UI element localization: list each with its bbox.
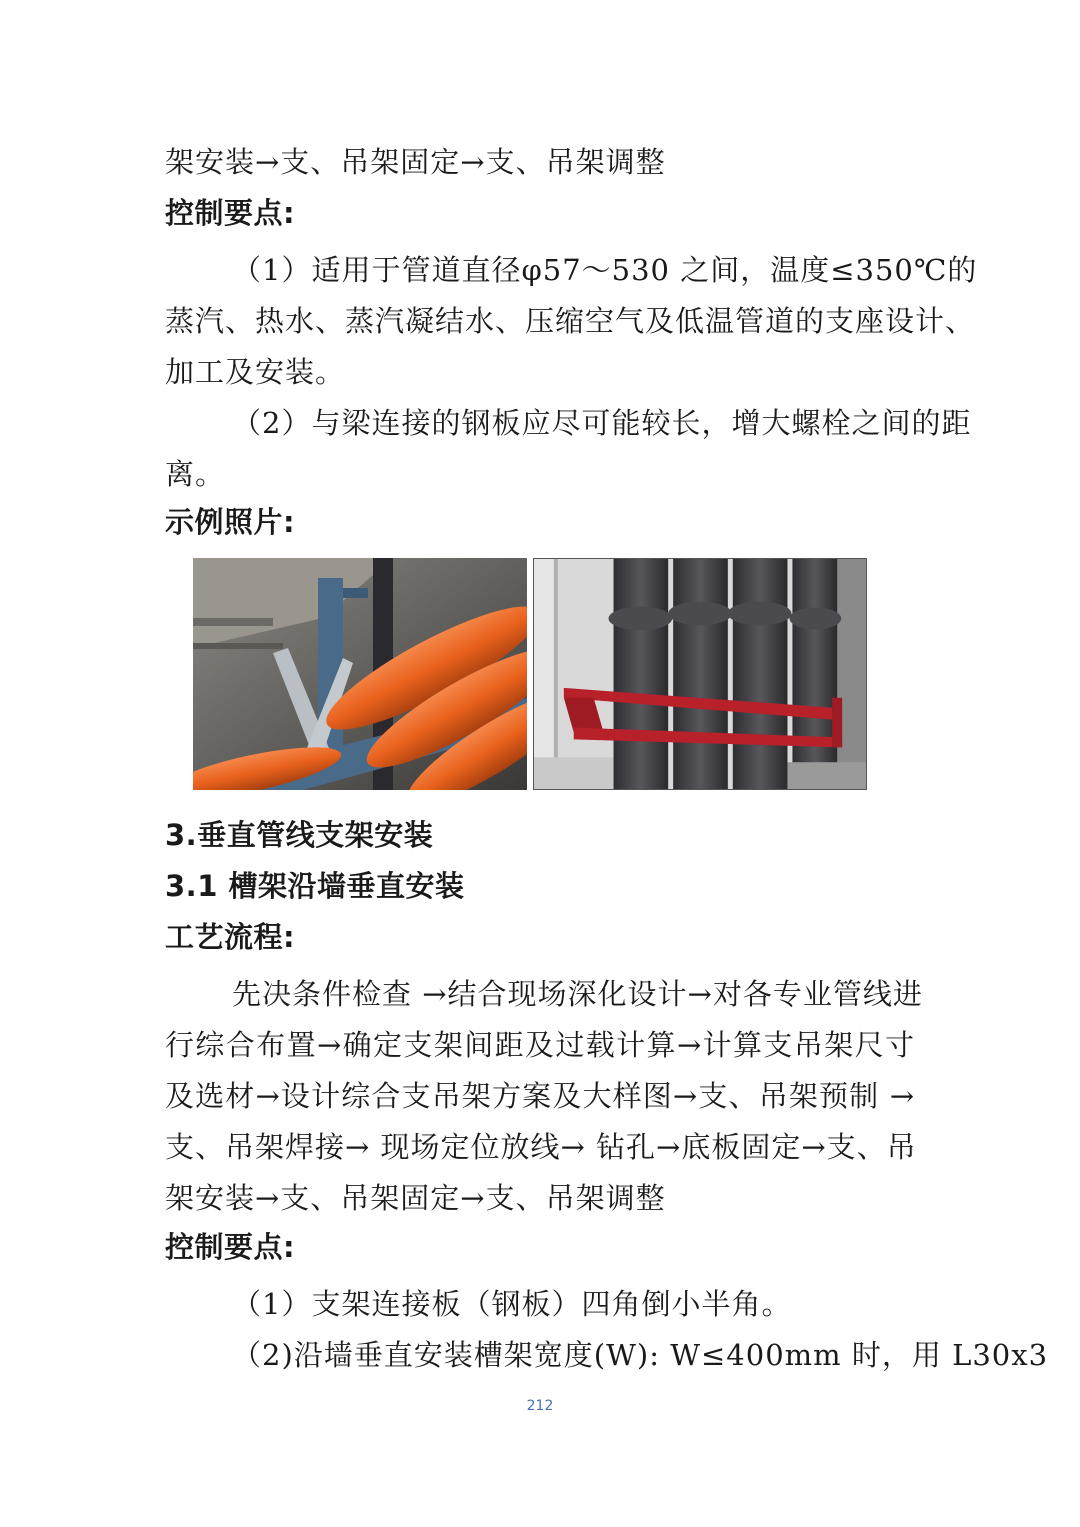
heading-process-flow: 工艺流程: <box>165 920 296 954</box>
text-line: 离。 <box>165 457 226 491</box>
text-line: 加工及安装。 <box>165 355 346 389</box>
text-line: 及选材→设计综合支吊架方案及大样图→支、吊架预制 → <box>165 1079 915 1113</box>
text-line: （2）与梁连接的钢板应尽可能较长，增大螺栓之间的距 <box>232 406 972 440</box>
text-line: 支、吊架焊接→ 现场定位放线→ 钻孔→底板固定→支、吊 <box>165 1130 917 1164</box>
photo-insulated-pipes-red-frame <box>533 558 867 790</box>
text-line: 架安装→支、吊架固定→支、吊架调整 <box>165 145 666 179</box>
text-line: （1）支架连接板（钢板）四角倒小半角。 <box>232 1287 792 1321</box>
text-line: （1）适用于管道直径φ57～530 之间，温度≤350℃的 <box>232 253 978 287</box>
text-line: 先决条件检查 →结合现场深化设计→对各专业管线进 <box>232 977 923 1011</box>
heading-control-points: 控制要点: <box>165 196 296 230</box>
text-line: 蒸汽、热水、蒸汽凝结水、压缩空气及低温管道的支座设计、 <box>165 304 976 338</box>
page-number: 212 <box>526 1398 554 1414</box>
heading-control-points: 控制要点: <box>165 1230 296 1264</box>
section-title-3-1: 3.1 槽架沿墙垂直安装 <box>165 869 465 903</box>
text-line: （2)沿墙垂直安装槽架宽度(W): W≤400mm 时，用 L30x3 <box>232 1338 1049 1372</box>
heading-example-photos: 示例照片: <box>165 505 296 539</box>
photo-orange-pipes-support <box>193 558 527 790</box>
text-line: 行综合布置→确定支架间距及过载计算→计算支吊架尺寸 <box>165 1028 915 1062</box>
section-title-3: 3.垂直管线支架安装 <box>165 818 434 852</box>
text-line: 架安装→支、吊架固定→支、吊架调整 <box>165 1181 666 1215</box>
